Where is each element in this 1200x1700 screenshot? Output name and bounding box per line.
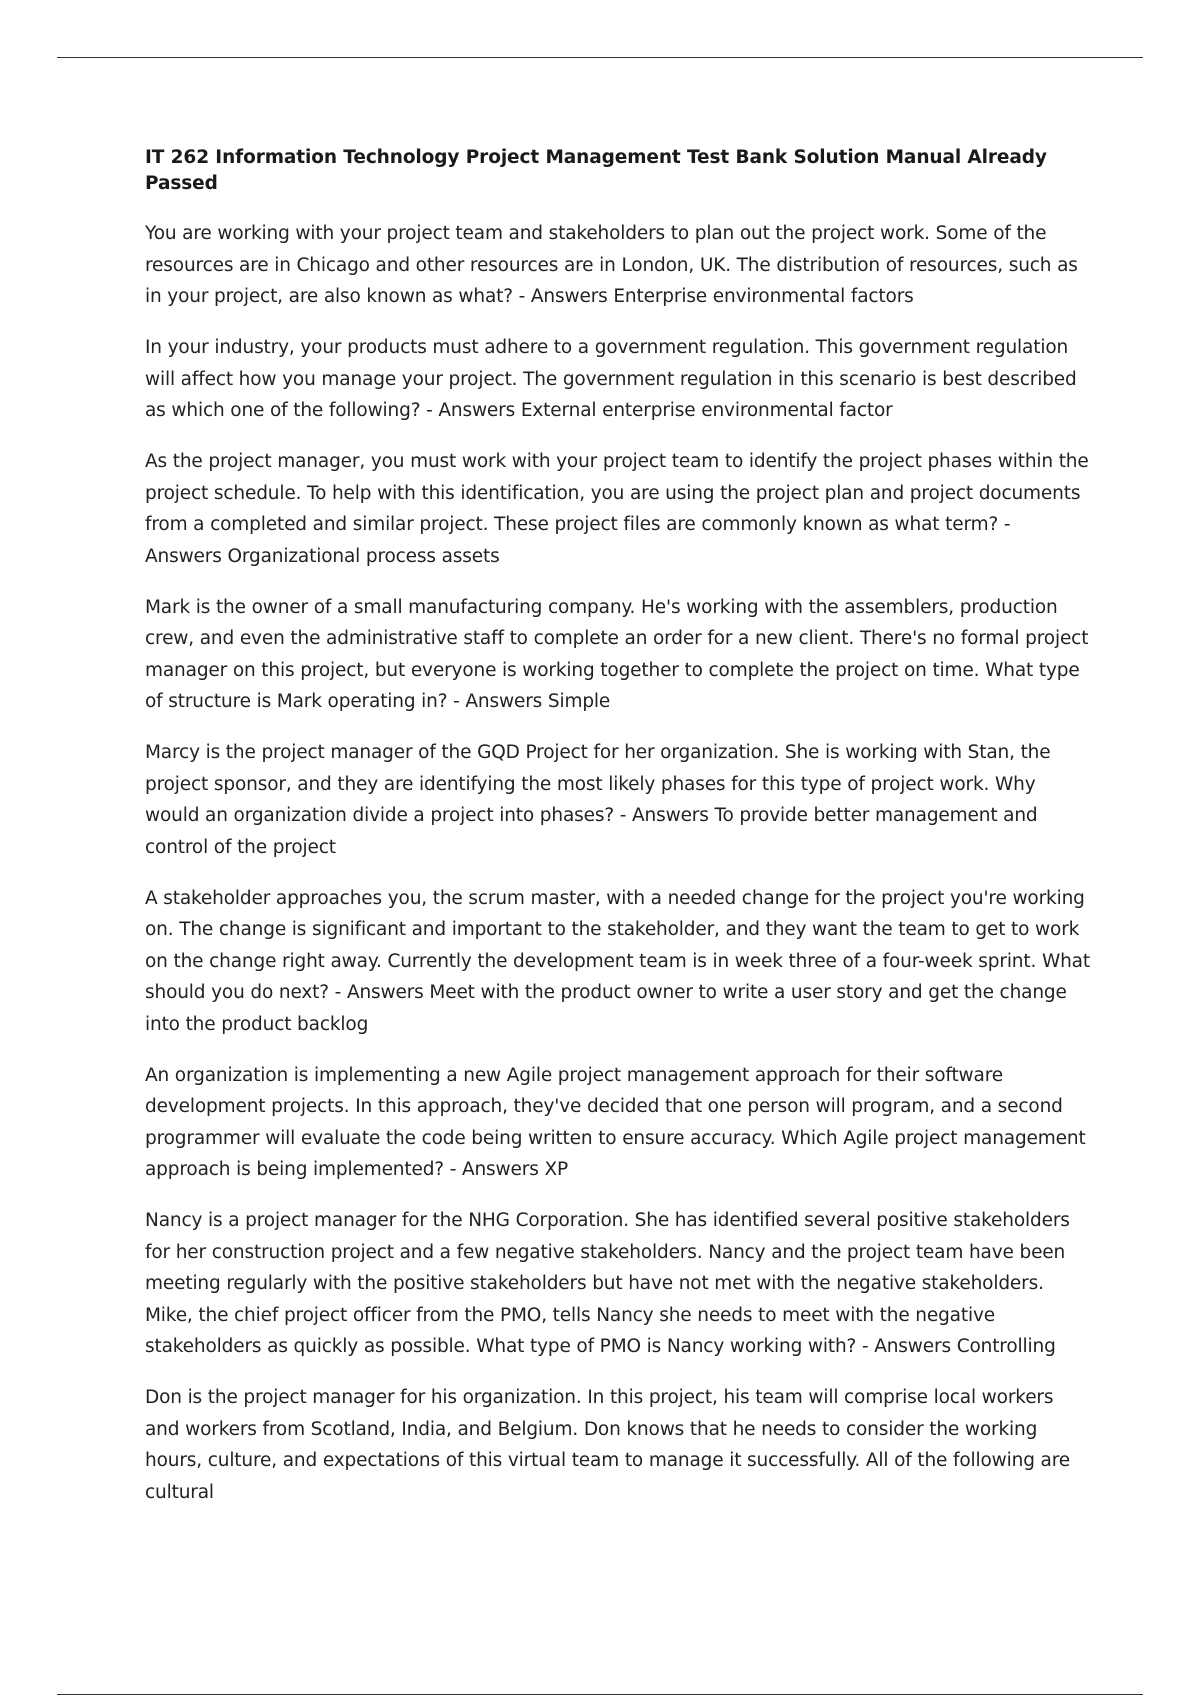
answer-text: Controlling (956, 1336, 1056, 1357)
qa-entry-truncated (145, 1382, 1090, 1508)
qa-entry (145, 332, 1090, 427)
answer-separator: - Answers (328, 982, 430, 1003)
answer-text: Enterprise environmental factors (613, 286, 914, 307)
answer-separator: - Answers (614, 805, 715, 826)
qa-entry (145, 592, 1090, 718)
answer-text: Simple (547, 691, 611, 712)
qa-entry (145, 446, 1090, 572)
question-text: Mark is the owner of a small manufacturing company. He's working with the assemblers, production crew, and even the administrative staff to complete an order for a new client. There's no formal project manager on this project, but everyone is working together to complete the project on time. What type of structure is Mark operating in? (145, 596, 1089, 712)
answer-separator: - Answers (420, 400, 521, 421)
answer-text: To provide better management and control of the project (145, 805, 1038, 858)
question-text: In your industry, your products must adhere to a government regulation. This government regulation will affect how you manage your project. The government regulation in this scenario is best described as which one of the following? (145, 337, 1077, 421)
question-text: An organization is implementing a new Agile project management approach for their software development projects. In this approach, they've decided that one person will program, and a second programmer will evaluate the code being written to ensure accuracy. Which Agile project management approach is being implemented? (145, 1064, 1086, 1180)
qa-entry (145, 737, 1090, 863)
qa-entry (145, 883, 1090, 1041)
answer-text: External enterprise environmental factor (520, 400, 893, 421)
answer-separator: - Answers (856, 1336, 957, 1357)
question-text: A stakeholder approaches you, the scrum master, with a needed change for the project you're working on. The change is significant and important to the stakeholder, and they want the team to get to work on the change right away. Currently the development team is in week three of a four-week sprint. What should you do next? (145, 887, 1090, 1003)
question-text: As the project manager, you must work with your project team to identify the project phases within the project schedule. To help with this identification, you are using the project plan and project documents from a completed and similar project. These project files are commonly known as what term? (145, 451, 1089, 535)
document-body (145, 145, 1090, 1528)
document-title: IT 262 Information Technology Project Management Test Bank Solution Manual Already Passed (145, 147, 1047, 194)
answer-separator: - Answers (447, 691, 548, 712)
answer-separator: - Answers (443, 1159, 545, 1180)
question-text: Don is the project manager for his organization. In this project, his team will comprise local workers and workers from Scotland, India, and Belgium. Don knows that he needs to consider the working hours, culture, and expectations of this virtual team to manage it successfully. All of the following are cultural (145, 1387, 1071, 1503)
question-text: Marcy is the project manager of the GQD Project for her organization. She is working with Stan, the project sponsor, and they are identifying the most likely phases for this type of project work. Why would an organization divide a project into phases? (145, 742, 1051, 826)
qa-entry (145, 1060, 1090, 1186)
answer-separator: - Answers (145, 514, 1011, 567)
answer-text: Organizational process assets (227, 545, 500, 567)
qa-entry (145, 1205, 1090, 1363)
question-text: Nancy is a project manager for the NHG Corporation. She has identified several positive stakeholders for her construction project and a few negative stakeholders. Nancy and the project team have been meeting regularly with the positive stakeholders but have not met with the negative stakeholders. Mike, the chief project officer from the PMO, tells Nancy she needs to meet with the negative stakeholders as quickly as possible. What type of PMO is Nancy working with? (145, 1210, 1070, 1357)
answer-text: XP (544, 1159, 568, 1180)
page-bottom-rule (57, 1694, 1143, 1695)
page-top-rule (57, 57, 1143, 58)
question-text: You are working with your project team and stakeholders to plan out the project work. Some of the resources are in Chicago and other resources are in London, UK. The distribution of resources, such as in your project, are also known as what? (145, 223, 1078, 307)
qa-entry (145, 218, 1090, 313)
answer-separator: - Answers (512, 286, 614, 307)
answer-text: Meet with the product owner to write a user story and get the change into the product backlog (145, 982, 1067, 1035)
